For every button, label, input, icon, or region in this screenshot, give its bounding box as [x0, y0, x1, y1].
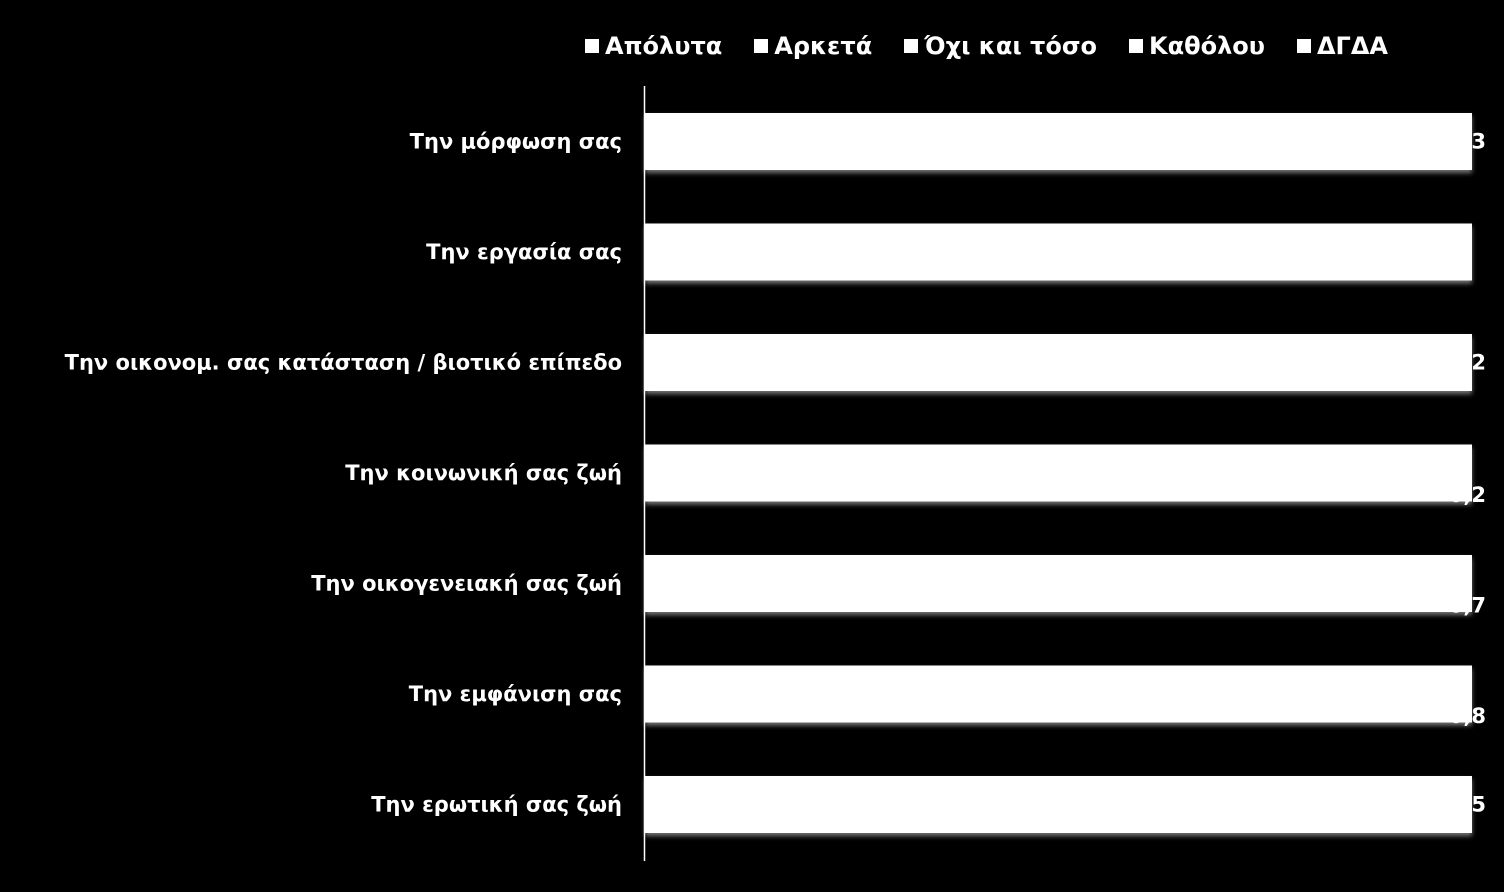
bar-4: [645, 445, 1472, 502]
data-label: 0,8: [1448, 704, 1486, 728]
legend-label: ΔΓΔΑ: [1316, 32, 1388, 60]
category-label: Την οικογενειακή σας ζωή: [311, 571, 622, 596]
category-label: Την εμφάνιση σας: [408, 682, 622, 706]
data-label: 2: [1471, 350, 1486, 375]
legend-label: Αρκετά: [774, 32, 873, 60]
data-label: 5: [1471, 792, 1486, 817]
legend-label: Καθόλου: [1149, 32, 1265, 60]
bar-1: [645, 113, 1472, 170]
data-label: 3: [1471, 129, 1486, 154]
bar-7: [645, 776, 1472, 833]
category-label: Την κοινωνική σας ζωή: [345, 461, 622, 485]
category-label: Την ερωτική σας ζωή: [371, 792, 622, 817]
bar-6: [645, 666, 1472, 723]
bar-2: [645, 224, 1472, 281]
data-label: 0,7: [1448, 593, 1486, 618]
category-label: Την εργασία σας: [426, 240, 622, 264]
data-label: 0,2: [1448, 483, 1486, 507]
bar-5: [645, 555, 1472, 612]
category-label: Την οικονομ. σας κατάσταση / βιοτικό επίπεδο: [64, 350, 622, 375]
legend-label: Όχι και τόσο: [924, 32, 1098, 60]
bar-3: [645, 334, 1472, 391]
legend-label: Απόλυτα: [605, 32, 723, 60]
category-label: Την μόρφωση σας: [409, 129, 622, 154]
